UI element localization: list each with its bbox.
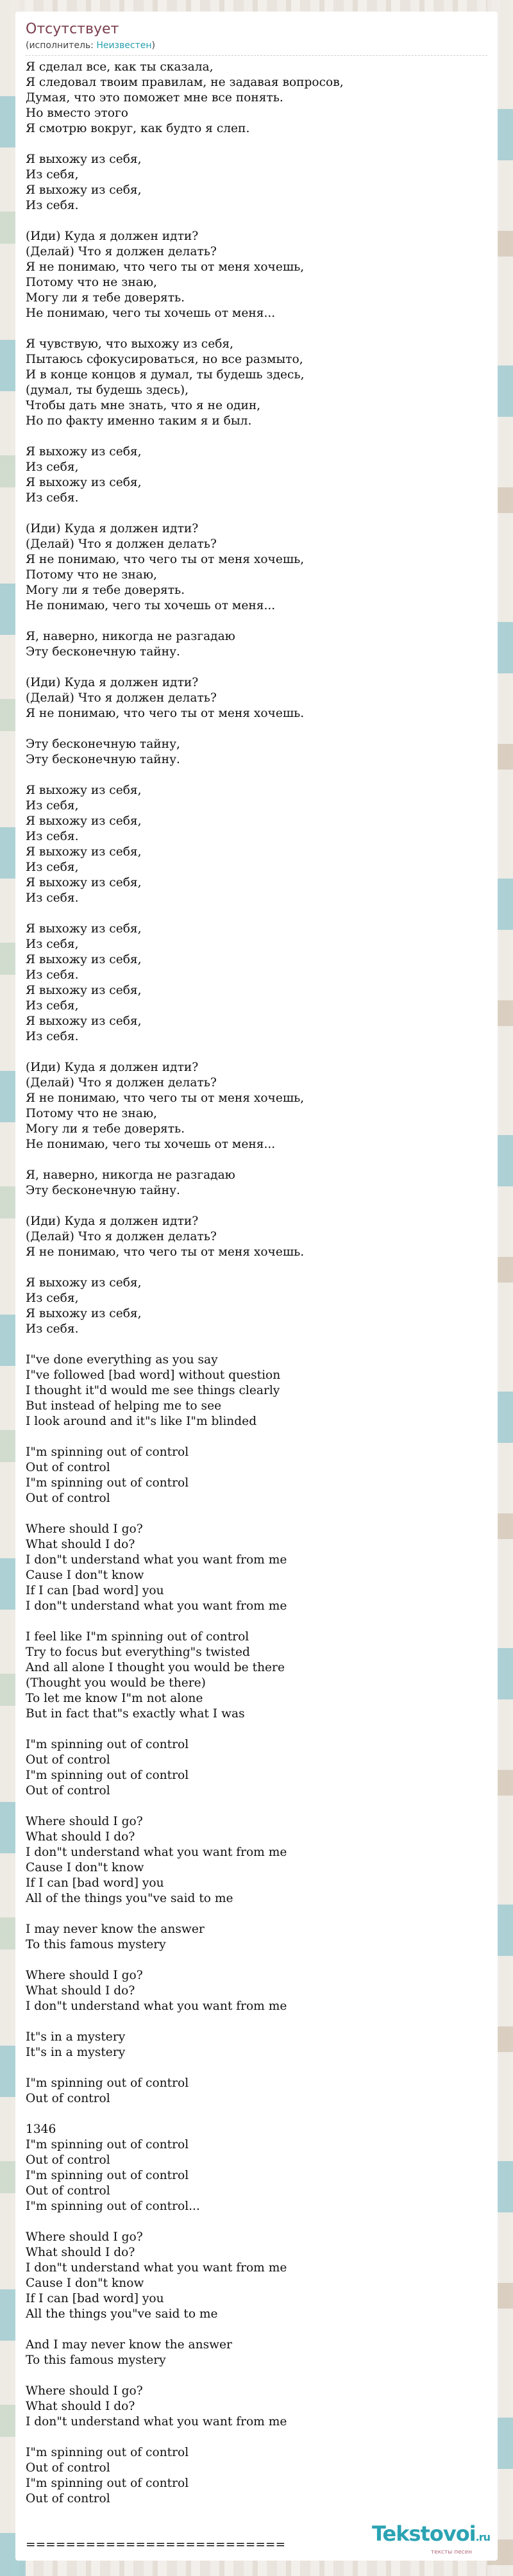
lyric-line: Из себя. xyxy=(26,830,79,843)
lyric-line: Я выхожу из себя, xyxy=(26,876,142,889)
lyric-line: Потому что не знаю, xyxy=(26,568,157,582)
lyric-line: Я выхожу из себя, xyxy=(26,1014,142,1028)
lyric-line: Я следовал твоим правилам, не задавая вопросов, xyxy=(26,76,344,89)
lyric-line: Из себя. xyxy=(26,491,79,505)
lyric-line: Но по факту именно таким я и был. xyxy=(26,414,252,428)
blank-line xyxy=(26,429,487,444)
blank-line xyxy=(26,906,487,922)
blank-line xyxy=(26,1260,487,1275)
lyric-line: Я выхожу из себя, xyxy=(26,814,142,828)
lyric-line: I"m spinning out of control xyxy=(26,1769,189,1782)
lyric-line: All of the things you"ve said to me xyxy=(26,1892,233,1905)
lyric-line: To let me know I"m not alone xyxy=(26,1692,203,1705)
lyric-line: Из себя, xyxy=(26,799,79,812)
lyric-line: Не понимаю, чего ты хочешь от меня... xyxy=(26,1138,276,1151)
blank-line xyxy=(26,1337,487,1352)
logo-name: Tekstovoi xyxy=(371,2521,476,2546)
lyric-line: I"m spinning out of control... xyxy=(26,2200,200,2213)
lyric-line: Я выхожу из себя, xyxy=(26,1307,142,1320)
lyric-line: Я, наверно, никогда не разгадаю xyxy=(26,1168,235,1182)
site-logo[interactable] xyxy=(349,2522,490,2554)
lyric-line: Я не понимаю, что чего ты от меня хочешь, xyxy=(26,260,305,274)
lyric-line: Могу ли я тебе доверять. xyxy=(26,1122,185,1136)
lyric-line: Я не понимаю, что чего ты от меня хочешь, xyxy=(26,1091,305,1105)
lyric-line: Я выхожу из себя, xyxy=(26,984,142,997)
lyric-line: To this famous mystery xyxy=(26,2353,166,2367)
lyric-line: Из себя, xyxy=(26,999,79,1013)
lyric-line: Эту бесконечную тайну, xyxy=(26,737,180,751)
lyric-line: Out of control xyxy=(26,2153,110,2167)
lyric-line: Но вместо этого xyxy=(26,106,128,120)
lyric-line: Out of control xyxy=(26,2184,110,2198)
lyric-line: Я сделал все, как ты сказала, xyxy=(26,60,214,74)
lyric-line: I"m spinning out of control xyxy=(26,2169,189,2182)
lyric-line: It"s in a mystery xyxy=(26,2030,126,2044)
lyric-line: I"m spinning out of control xyxy=(26,2076,189,2090)
song-title: Отсутствует xyxy=(26,21,119,37)
blank-line xyxy=(26,1614,487,1629)
blank-line xyxy=(26,2507,487,2522)
lyric-line: Из себя, xyxy=(26,1292,79,1305)
lyric-line: I"ve done everything as you say xyxy=(26,1353,218,1367)
blank-line xyxy=(26,214,487,229)
lyric-line: Не понимаю, чего ты хочешь от меня... xyxy=(26,307,276,320)
lyric-line: But instead of helping me to see xyxy=(26,1399,222,1413)
lyric-line: (Иди) Куда я должен идти? xyxy=(26,522,199,535)
blank-line xyxy=(26,2430,487,2445)
blank-line xyxy=(26,721,487,737)
artist-prefix: (исполнитель: xyxy=(26,40,97,51)
blank-line xyxy=(26,1799,487,1814)
lyric-line: Я выхожу из себя, xyxy=(26,1276,142,1290)
lyric-line: I don"t understand what you want from me xyxy=(26,2415,287,2429)
lyrics-text xyxy=(26,60,487,2553)
lyric-line: Я выхожу из себя, xyxy=(26,183,142,197)
blank-line xyxy=(26,660,487,675)
lyric-line: Я выхожу из себя, xyxy=(26,953,142,966)
lyric-line: Я чувствую, что выхожу из себя, xyxy=(26,337,234,351)
lyric-line: Не понимаю, чего ты хочешь от меня... xyxy=(26,599,276,612)
lyric-line: Я, наверно, никогда не разгадаю xyxy=(26,630,235,643)
lyric-line: What should I do? xyxy=(26,2246,135,2259)
lyric-line: What should I do? xyxy=(26,1830,135,1844)
lyric-line: Out of control xyxy=(26,2461,110,2475)
lyric-line: Out of control xyxy=(26,1753,110,1767)
lyric-line: Из себя. xyxy=(26,199,79,212)
lyric-line: Я выхожу из себя, xyxy=(26,922,142,936)
artist-line xyxy=(26,40,487,56)
lyric-line: Я выхожу из себя, xyxy=(26,476,142,489)
logo-tagline: тексты песен xyxy=(430,2549,472,2555)
blank-line xyxy=(26,137,487,152)
lyric-line: (Иди) Куда я должен идти? xyxy=(26,676,199,689)
lyric-line: If I can [bad word] you xyxy=(26,1584,164,1597)
lyric-line: (Делай) Что я должен делать? xyxy=(26,1230,217,1243)
lyric-line: Cause I don"t know xyxy=(26,2277,144,2290)
lyric-line: (думал, ты будешь здесь), xyxy=(26,383,189,397)
lyric-line: Я не понимаю, что чего ты от меня хочешь. xyxy=(26,1245,305,1259)
lyric-line: If I can [bad word] you xyxy=(26,2292,164,2305)
lyric-line: It"s in a mystery xyxy=(26,2046,126,2059)
lyric-line: I"m spinning out of control xyxy=(26,2138,189,2151)
lyric-line: Я выхожу из себя, xyxy=(26,153,142,166)
lyric-line: Потому что не знаю, xyxy=(26,1107,157,1120)
lyric-line: I don"t understand what you want from me xyxy=(26,2261,287,2275)
lyric-line: Я выхожу из себя, xyxy=(26,845,142,859)
lyric-line: Where should I go? xyxy=(26,2384,143,2398)
lyric-line: Могу ли я тебе доверять. xyxy=(26,584,185,597)
lyric-line: I feel like I"m spinning out of control xyxy=(26,1630,249,1644)
lyric-line: Из себя, xyxy=(26,168,79,181)
lyric-line: (Иди) Куда я должен идти? xyxy=(26,1215,199,1228)
lyric-line: I may never know the answer xyxy=(26,1923,205,1936)
lyric-line: And all alone I thought you would be there xyxy=(26,1661,285,1674)
lyric-line: And I may never know the answer xyxy=(26,2338,232,2352)
lyric-line: To this famous mystery xyxy=(26,1938,166,1951)
lyric-line: If I can [bad word] you xyxy=(26,1876,164,1890)
lyric-line: Из себя. xyxy=(26,891,79,905)
blank-line xyxy=(26,321,487,337)
lyric-line: Из себя, xyxy=(26,460,79,474)
lyric-line: What should I do? xyxy=(26,2400,135,2413)
lyric-line: Where should I go? xyxy=(26,2230,143,2244)
lyric-line: Эту бесконечную тайну. xyxy=(26,753,180,766)
blank-line xyxy=(26,2060,487,2076)
lyric-line: Я не понимаю, что чего ты от меня хочешь. xyxy=(26,707,305,720)
lyric-line: I look around and it"s like I"m blinded xyxy=(26,1415,257,1428)
lyric-line: Из себя, xyxy=(26,938,79,951)
lyric-line: Out of control xyxy=(26,2492,110,2505)
blank-line xyxy=(26,506,487,521)
lyric-line: Я выхожу из себя, xyxy=(26,445,142,459)
blank-line xyxy=(26,2322,487,2337)
lyric-line: I don"t understand what you want from me xyxy=(26,1553,287,1567)
blank-line xyxy=(26,1045,487,1060)
artist-link[interactable]: Неизвестен xyxy=(96,40,152,51)
lyric-line: (Иди) Куда я должен идти? xyxy=(26,1061,199,1074)
lyric-line: Where should I go? xyxy=(26,1815,143,1828)
blank-line xyxy=(26,768,487,783)
blank-line xyxy=(26,1199,487,1214)
lyric-line: Из себя. xyxy=(26,1030,79,1043)
lyric-line: Out of control xyxy=(26,2092,110,2105)
lyric-line: I"m spinning out of control xyxy=(26,2446,189,2459)
lyric-line: (Делай) Что я должен делать? xyxy=(26,691,217,705)
blank-line xyxy=(26,2014,487,2030)
lyric-line: Думая, что это поможет мне все понять. xyxy=(26,91,283,105)
lyric-line: Пытаюсь сфокусироваться, но все размыто, xyxy=(26,353,303,366)
lyric-line: What should I do? xyxy=(26,1538,135,1551)
lyric-line: Where should I go? xyxy=(26,1969,143,1982)
lyric-line: Я выхожу из себя, xyxy=(26,784,142,797)
lyric-line: I"m spinning out of control xyxy=(26,1738,189,1751)
lyric-line: I don"t understand what you want from me xyxy=(26,1999,287,2013)
lyric-line: (Делай) Что я должен делать? xyxy=(26,537,217,551)
lyric-line: I"m spinning out of control xyxy=(26,2477,189,2490)
lyric-line: Чтобы дать мне знать, что я не один, xyxy=(26,399,261,412)
lyric-line: I"m spinning out of control xyxy=(26,1445,189,1459)
logo-wordmark xyxy=(349,2522,490,2549)
lyric-line: Cause I don"t know xyxy=(26,1861,144,1874)
blank-line xyxy=(26,1152,487,1168)
lyric-line: What should I do? xyxy=(26,1984,135,1998)
blank-line xyxy=(26,1506,487,1522)
blank-line xyxy=(26,1429,487,1445)
lyric-line: Могу ли я тебе доверять. xyxy=(26,291,185,305)
lyric-line: Эту бесконечную тайну. xyxy=(26,1184,180,1197)
lyric-line: Я смотрю вокруг, как будто я слеп. xyxy=(26,122,250,135)
blank-line xyxy=(26,2368,487,2384)
lyric-line: I"m spinning out of control xyxy=(26,1476,189,1490)
lyric-line: But in fact that"s exactly what I was xyxy=(26,1707,245,1721)
lyric-line: Out of control xyxy=(26,1784,110,1797)
blank-line xyxy=(26,2214,487,2230)
lyric-line: Out of control xyxy=(26,1492,110,1505)
lyric-line: I"ve followed [bad word] without question xyxy=(26,1368,281,1382)
blank-line xyxy=(26,1722,487,1737)
lyric-line: Из себя, xyxy=(26,861,79,874)
blank-line xyxy=(26,614,487,629)
lyric-line: Cause I don"t know xyxy=(26,1569,144,1582)
lyric-line: (Делай) Что я должен делать? xyxy=(26,1076,217,1090)
lyric-line: Out of control xyxy=(26,1461,110,1474)
blank-line xyxy=(26,2107,487,2122)
lyric-line: I don"t understand what you want from me xyxy=(26,1846,287,1859)
lyric-line: Я не понимаю, что чего ты от меня хочешь, xyxy=(26,553,305,566)
lyric-line: All the things you"ve said to me xyxy=(26,2307,218,2321)
lyric-line: Where should I go? xyxy=(26,1522,143,1536)
lyric-line: И в конце концов я думал, ты будешь здесь, xyxy=(26,368,305,382)
lyric-line: ========================== xyxy=(26,2538,286,2552)
lyric-line: I thought it"d would me see things clearly xyxy=(26,1384,280,1397)
lyric-line: Из себя. xyxy=(26,1322,79,1336)
lyric-line: 1346 xyxy=(26,2123,56,2136)
lyrics-card xyxy=(15,12,498,2561)
lyric-line: Try to focus but everything"s twisted xyxy=(26,1646,250,1659)
lyric-line: (Делай) Что я должен делать? xyxy=(26,245,217,258)
lyric-line: Из себя. xyxy=(26,968,79,982)
lyric-line: I don"t understand what you want from me xyxy=(26,1599,287,1613)
lyric-line: Эту бесконечную тайну. xyxy=(26,645,180,659)
lyric-line: (Thought you would be there) xyxy=(26,1676,206,1690)
blank-line xyxy=(26,1953,487,1968)
lyric-line: Потому что не знаю, xyxy=(26,276,157,289)
logo-tld: .ru xyxy=(475,2531,490,2543)
lyric-line: (Иди) Куда я должен идти? xyxy=(26,230,199,243)
blank-line xyxy=(26,1907,487,1922)
artist-suffix: ) xyxy=(151,40,155,51)
